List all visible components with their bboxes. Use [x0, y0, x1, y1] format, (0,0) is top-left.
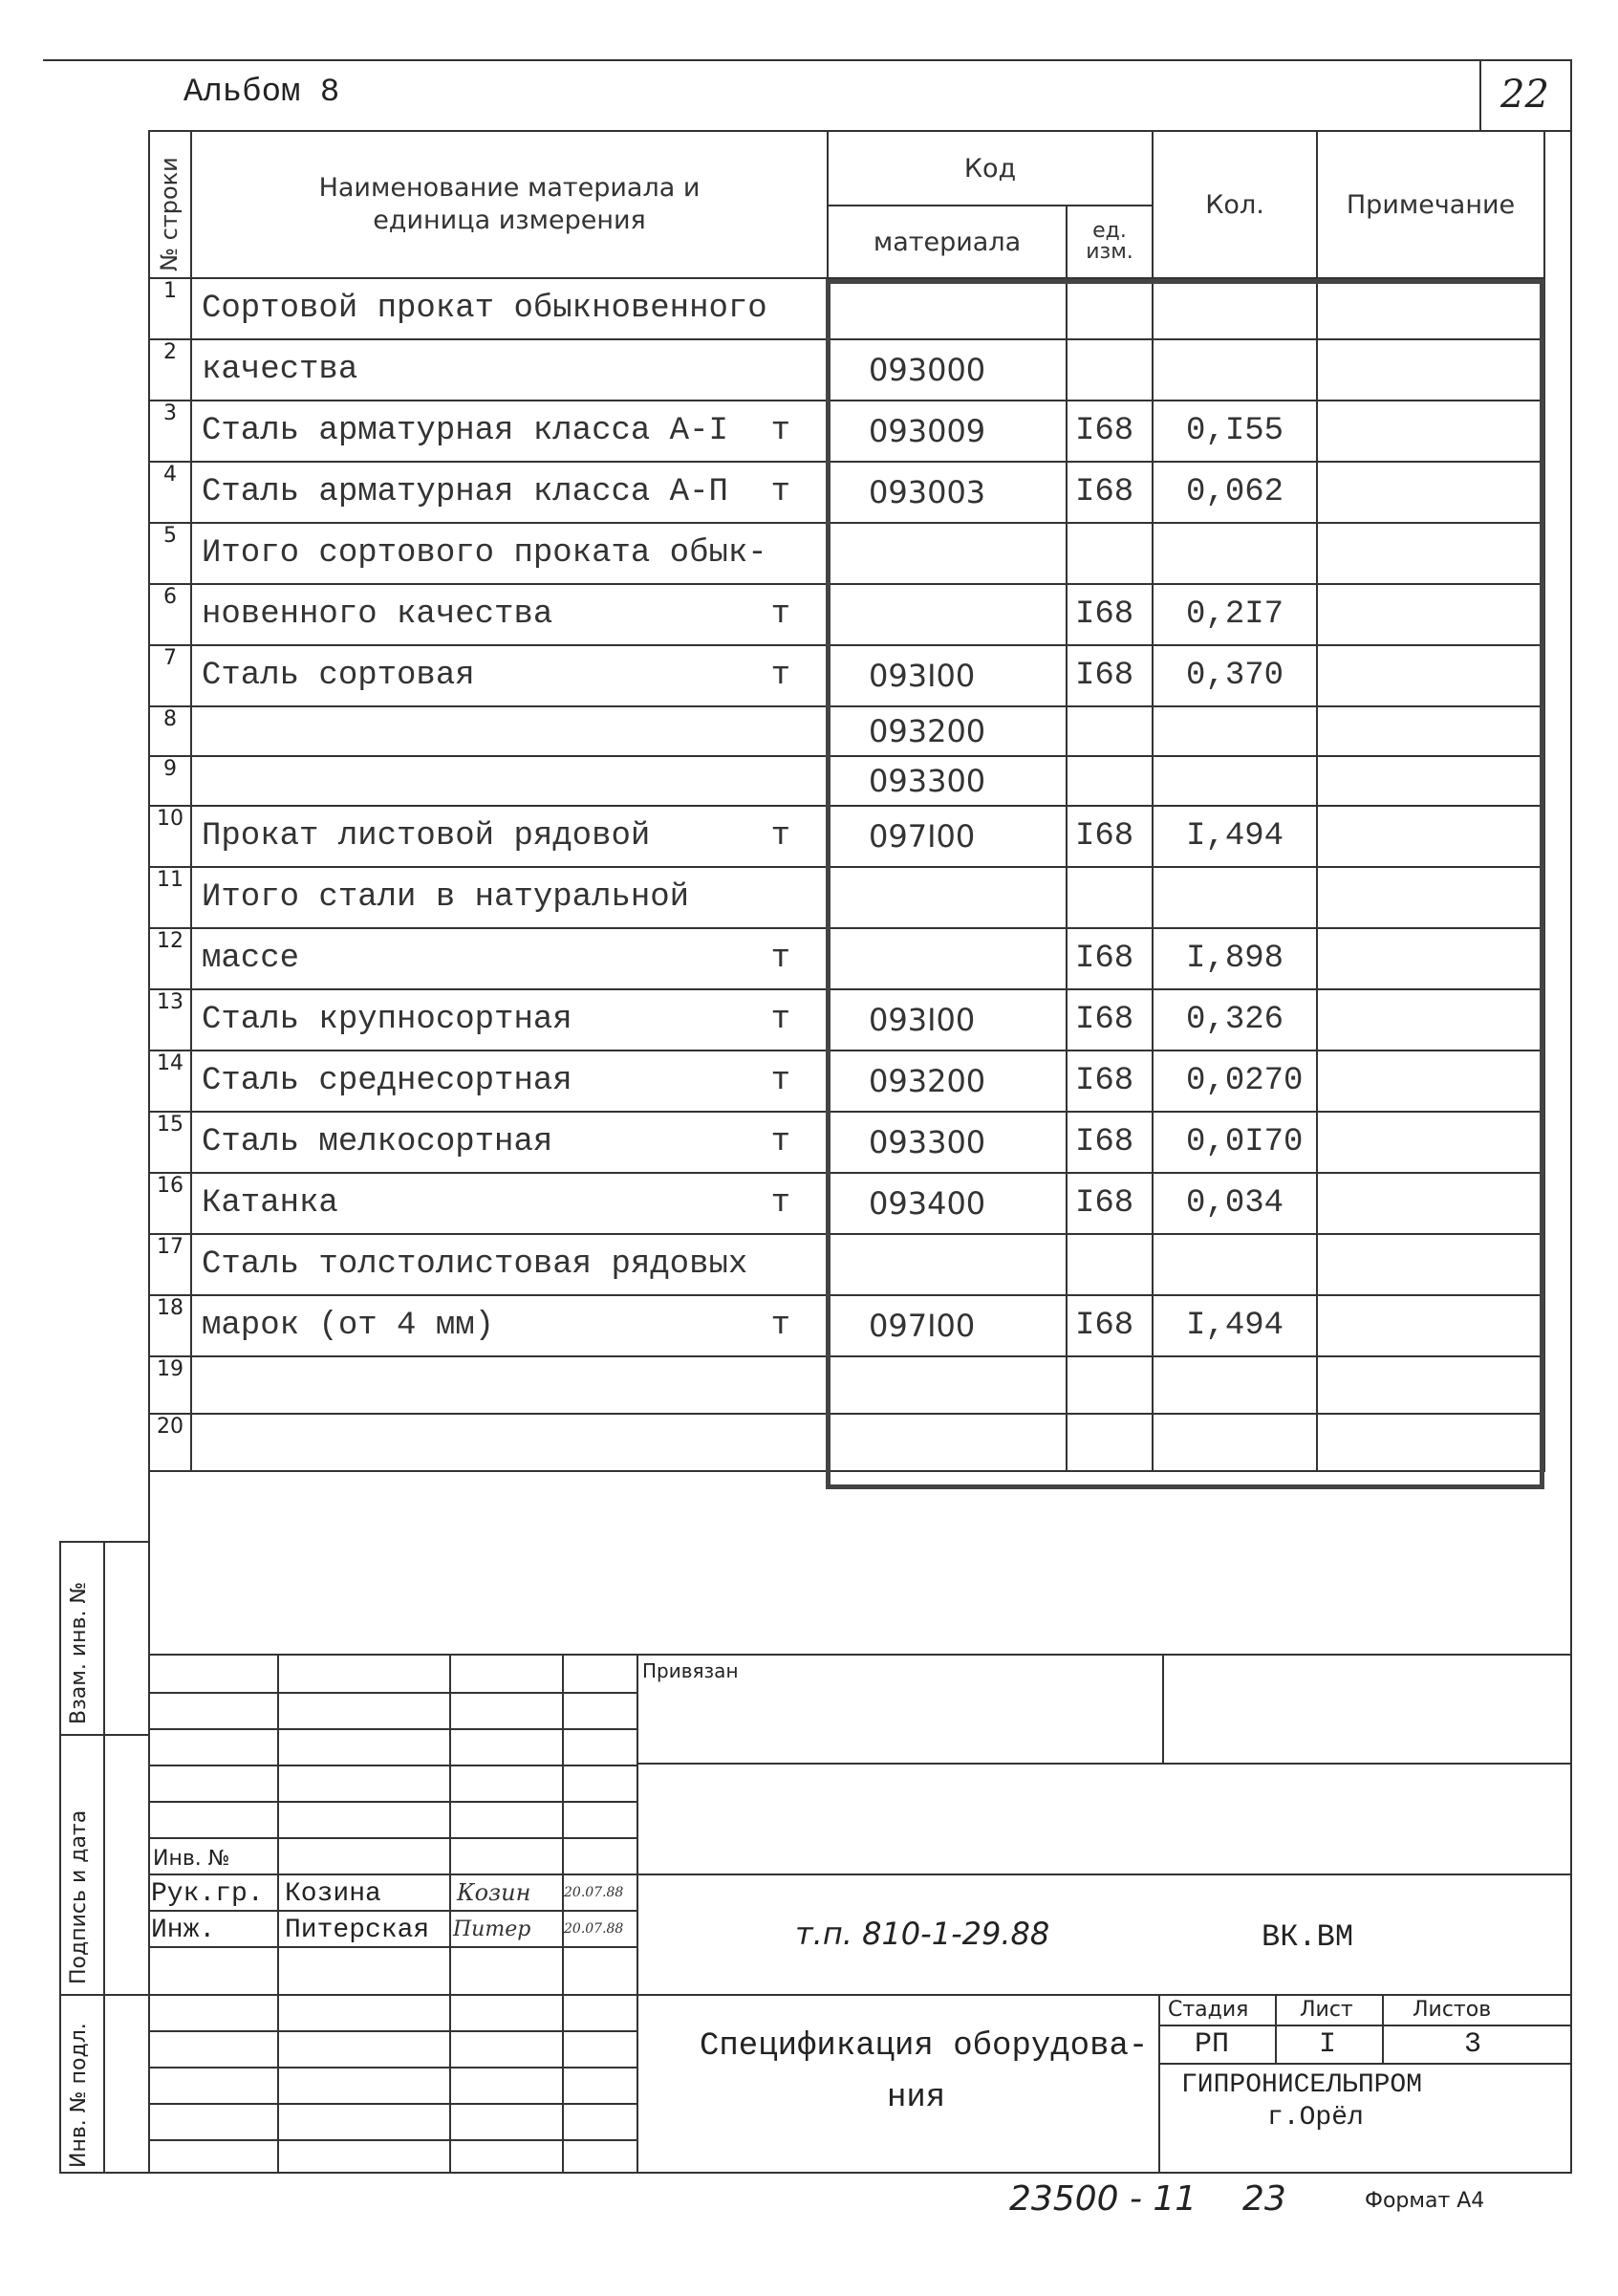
row-material-code: 093I00	[828, 989, 1067, 1051]
frame-bottom	[59, 2172, 1572, 2174]
row-unit-symbol: т	[770, 1185, 790, 1222]
row-material-code: 093300	[828, 756, 1067, 806]
privyazan-bottom	[636, 1763, 1572, 1765]
row-quantity: 0,0I70	[1153, 1112, 1317, 1173]
stamp-h5	[148, 1837, 636, 1839]
row-unit-code: I68	[1067, 1173, 1153, 1234]
stamp-h2	[148, 1728, 636, 1730]
row-number: 3	[149, 401, 191, 462]
row-number: 14	[149, 1051, 191, 1112]
stage-values-line	[1158, 2063, 1572, 2065]
frame-left	[148, 130, 150, 2172]
side-label-inv-podl: Инв. № подл.	[67, 2023, 91, 2168]
stamp-h13	[148, 2139, 636, 2141]
row-name	[191, 584, 828, 645]
role-2: Инж.	[151, 1916, 216, 1945]
row-name	[191, 462, 828, 523]
row-unit-code: I68	[1067, 1295, 1153, 1356]
signature-1: Козин	[457, 1879, 531, 1906]
stamp-top	[148, 1654, 1572, 1656]
col-qty	[1153, 131, 1317, 278]
footer-page: 23	[1242, 2179, 1286, 2219]
row-name	[191, 1112, 828, 1173]
date-1: 20.07.88	[564, 1885, 624, 1900]
stage-v2	[1382, 1994, 1384, 2063]
row-quantity: 0,0270	[1153, 1051, 1317, 1112]
row-material-code: 093200	[828, 706, 1067, 756]
row-unit-symbol: т	[770, 941, 790, 977]
col-code-unit	[1067, 206, 1153, 278]
row-material-code: 093200	[828, 1051, 1067, 1112]
frame-right	[1570, 59, 1572, 2172]
row-name-text: Итого сортового проката обык-	[202, 535, 767, 572]
row-material-code: 093300	[828, 1112, 1067, 1173]
row-unit-symbol: т	[770, 818, 790, 855]
row-unit-symbol: т	[770, 474, 790, 510]
sheet-number: 22	[1500, 73, 1549, 117]
stamp-h3	[148, 1765, 636, 1766]
row-unit-code: I68	[1067, 928, 1153, 989]
row-name-text: Сортовой прокат обыкновенного	[202, 291, 767, 327]
footer-inventory: 23500 - 11	[1009, 2179, 1197, 2219]
row-quantity: 0,034	[1153, 1173, 1317, 1234]
doc-number: т.п. 810-1-29.88	[795, 1916, 1050, 1952]
org-line2: г.Орёл	[1267, 2103, 1364, 2133]
row-name-text: Сталь арматурная класса А-I	[202, 413, 728, 449]
row-unit-code: I68	[1067, 645, 1153, 706]
row-quantity: 0,2I7	[1153, 584, 1317, 645]
stage-v1	[1275, 1994, 1277, 2063]
row-unit-symbol: т	[770, 1124, 790, 1160]
col-code-material-label: материала	[873, 227, 1022, 257]
row-number: 19	[149, 1356, 191, 1414]
row-name	[191, 989, 828, 1051]
stamp-h7	[148, 1910, 636, 1912]
row-name-text: Катанка	[202, 1185, 338, 1222]
row-number: 4	[149, 462, 191, 523]
col-code-group-label: Код	[963, 153, 1017, 184]
stage-label: Стадия	[1168, 1998, 1249, 2022]
col-code-material	[828, 206, 1067, 278]
sheets-value: 3	[1464, 2028, 1482, 2061]
row-name	[191, 928, 828, 989]
name-1: Козина	[285, 1879, 381, 1909]
row-unit-symbol: т	[770, 413, 790, 449]
row-unit-symbol: т	[770, 596, 790, 633]
row-name	[191, 523, 828, 584]
row-number: 5	[149, 523, 191, 584]
row-number: 12	[149, 928, 191, 989]
row-name-text: марок (от 4 мм)	[202, 1308, 495, 1344]
row-name	[191, 1295, 828, 1356]
row-quantity: 0,370	[1153, 645, 1317, 706]
row-name	[191, 1414, 828, 1471]
row-quantity: I,494	[1153, 806, 1317, 867]
row-name-text: новенного качества	[202, 596, 553, 633]
row-name-text: Сталь мелкосортная	[202, 1124, 553, 1160]
row-quantity: 0,I55	[1153, 401, 1317, 462]
row-number: 20	[149, 1414, 191, 1471]
row-name	[191, 1173, 828, 1234]
date-2: 20.07.88	[564, 1921, 624, 1937]
stage-row-line	[1158, 2025, 1572, 2026]
doc-code: ВК.ВМ	[1262, 1919, 1354, 1955]
row-name	[191, 806, 828, 867]
row-number: 16	[149, 1173, 191, 1234]
privyazan-label: Привязан	[642, 1659, 739, 1682]
row-name	[191, 278, 828, 339]
side-col-inner	[103, 1541, 105, 2172]
code-block-outline	[826, 279, 1544, 1489]
stamp-divider-v	[636, 1654, 638, 2172]
side-label-podpis: Подпись и дата	[67, 1809, 91, 1984]
role-1: Рук.гр.	[151, 1879, 264, 1909]
col-note	[1317, 131, 1544, 278]
doc-title-line1: Спецификация оборудова-	[700, 2028, 1149, 2065]
row-material-code: 093009	[828, 401, 1067, 462]
row-number: 15	[149, 1112, 191, 1173]
row-material-code: 093400	[828, 1173, 1067, 1234]
stamp-h8	[148, 1946, 636, 1948]
row-name	[191, 1051, 828, 1112]
inv-no-label: Инв. №	[153, 1847, 230, 1871]
stamp-h6	[148, 1874, 1572, 1875]
row-number: 8	[149, 706, 191, 756]
row-unit-code: I68	[1067, 401, 1153, 462]
col-row-no-label: № строки	[156, 157, 183, 271]
sheet-value: I	[1319, 2028, 1337, 2061]
signature-2: Питер	[453, 1917, 531, 1941]
row-name-text: Прокат листовой рядовой	[202, 818, 651, 855]
row-name-text: качества	[202, 352, 358, 388]
col-qty-label: Кол.	[1205, 189, 1264, 220]
row-unit-symbol: т	[770, 1063, 790, 1099]
row-name	[191, 706, 828, 756]
row-name-text: Итого стали в натуральной	[202, 879, 690, 916]
row-number: 9	[149, 756, 191, 806]
row-number: 10	[149, 806, 191, 867]
col-note-label: Примечание	[1346, 189, 1516, 220]
col-name	[191, 131, 828, 278]
footer-format: Формат А4	[1365, 2189, 1485, 2213]
row-quantity: I,898	[1153, 928, 1317, 989]
album-title: Альбом 8	[183, 75, 340, 111]
side-label-vzam: Взам. инв. №	[67, 1581, 91, 1724]
row-unit-code: I68	[1067, 1051, 1153, 1112]
col-name-label: Наименование материала и единица измерения	[318, 173, 701, 235]
row-name	[191, 1234, 828, 1295]
row-unit-symbol: т	[770, 658, 790, 694]
row-number: 17	[149, 1234, 191, 1295]
privyazan-divider	[1162, 1654, 1164, 1763]
row-name	[191, 645, 828, 706]
doc-title-line2: ния	[887, 2080, 946, 2116]
row-number: 1	[149, 278, 191, 339]
row-number: 18	[149, 1295, 191, 1356]
stamp-h12	[148, 2103, 636, 2105]
stamp-v2	[449, 1654, 451, 2172]
sheets-label: Листов	[1413, 1998, 1492, 2022]
row-quantity: I,494	[1153, 1295, 1317, 1356]
row-unit-symbol: т	[770, 1308, 790, 1344]
stage-value: РП	[1195, 2028, 1230, 2061]
row-quantity: 0,326	[1153, 989, 1317, 1051]
row-name	[191, 756, 828, 806]
row-material-code: 097I00	[828, 1295, 1067, 1356]
row-number: 7	[149, 645, 191, 706]
col-code-group	[828, 131, 1153, 206]
row-material-code: 093000	[828, 339, 1067, 401]
row-name	[191, 339, 828, 401]
row-number: 13	[149, 989, 191, 1051]
stamp-h1	[148, 1692, 636, 1694]
row-material-code: 093I00	[828, 645, 1067, 706]
row-material-code: 093003	[828, 462, 1067, 523]
top-border	[43, 59, 1572, 61]
row-unit-code: I68	[1067, 462, 1153, 523]
row-unit-code: I68	[1067, 1112, 1153, 1173]
stamp-h9	[148, 1994, 1572, 1996]
row-name-text: Сталь среднесортная	[202, 1063, 572, 1099]
row-name	[191, 1356, 828, 1414]
row-name-text: Сталь арматурная класса А-П	[202, 474, 728, 510]
row-number: 2	[149, 339, 191, 401]
sheet-label: Лист	[1300, 1998, 1353, 2022]
row-unit-code: I68	[1067, 989, 1153, 1051]
row-unit-code: I68	[1067, 584, 1153, 645]
side-col-left	[59, 1541, 61, 2172]
row-name-text: массе	[202, 941, 300, 977]
row-unit-symbol: т	[770, 1002, 790, 1038]
stamp-h4	[148, 1801, 636, 1803]
row-name-text: Сталь крупносортная	[202, 1002, 572, 1038]
stamp-v3	[562, 1654, 564, 2172]
stage-divider-left	[1158, 1994, 1160, 2172]
row-name	[191, 401, 828, 462]
row-name-text: Сталь сортовая	[202, 658, 475, 694]
name-2: Питерская	[285, 1916, 430, 1945]
row-unit-code: I68	[1067, 806, 1153, 867]
stamp-h11	[148, 2067, 636, 2069]
row-number: 6	[149, 584, 191, 645]
row-name-text: Сталь толстолистовая рядовых	[202, 1246, 748, 1283]
org-line1: ГИПРОНИСЕЛЬПРОМ	[1181, 2070, 1423, 2100]
col-row-no	[149, 131, 191, 278]
col-code-unit-label: ед. изм.	[1086, 219, 1133, 264]
row-quantity: 0,062	[1153, 462, 1317, 523]
stamp-v1	[277, 1654, 279, 2172]
row-number: 11	[149, 867, 191, 928]
row-name	[191, 867, 828, 928]
stamp-h10	[148, 2030, 636, 2032]
row-material-code: 097I00	[828, 806, 1067, 867]
